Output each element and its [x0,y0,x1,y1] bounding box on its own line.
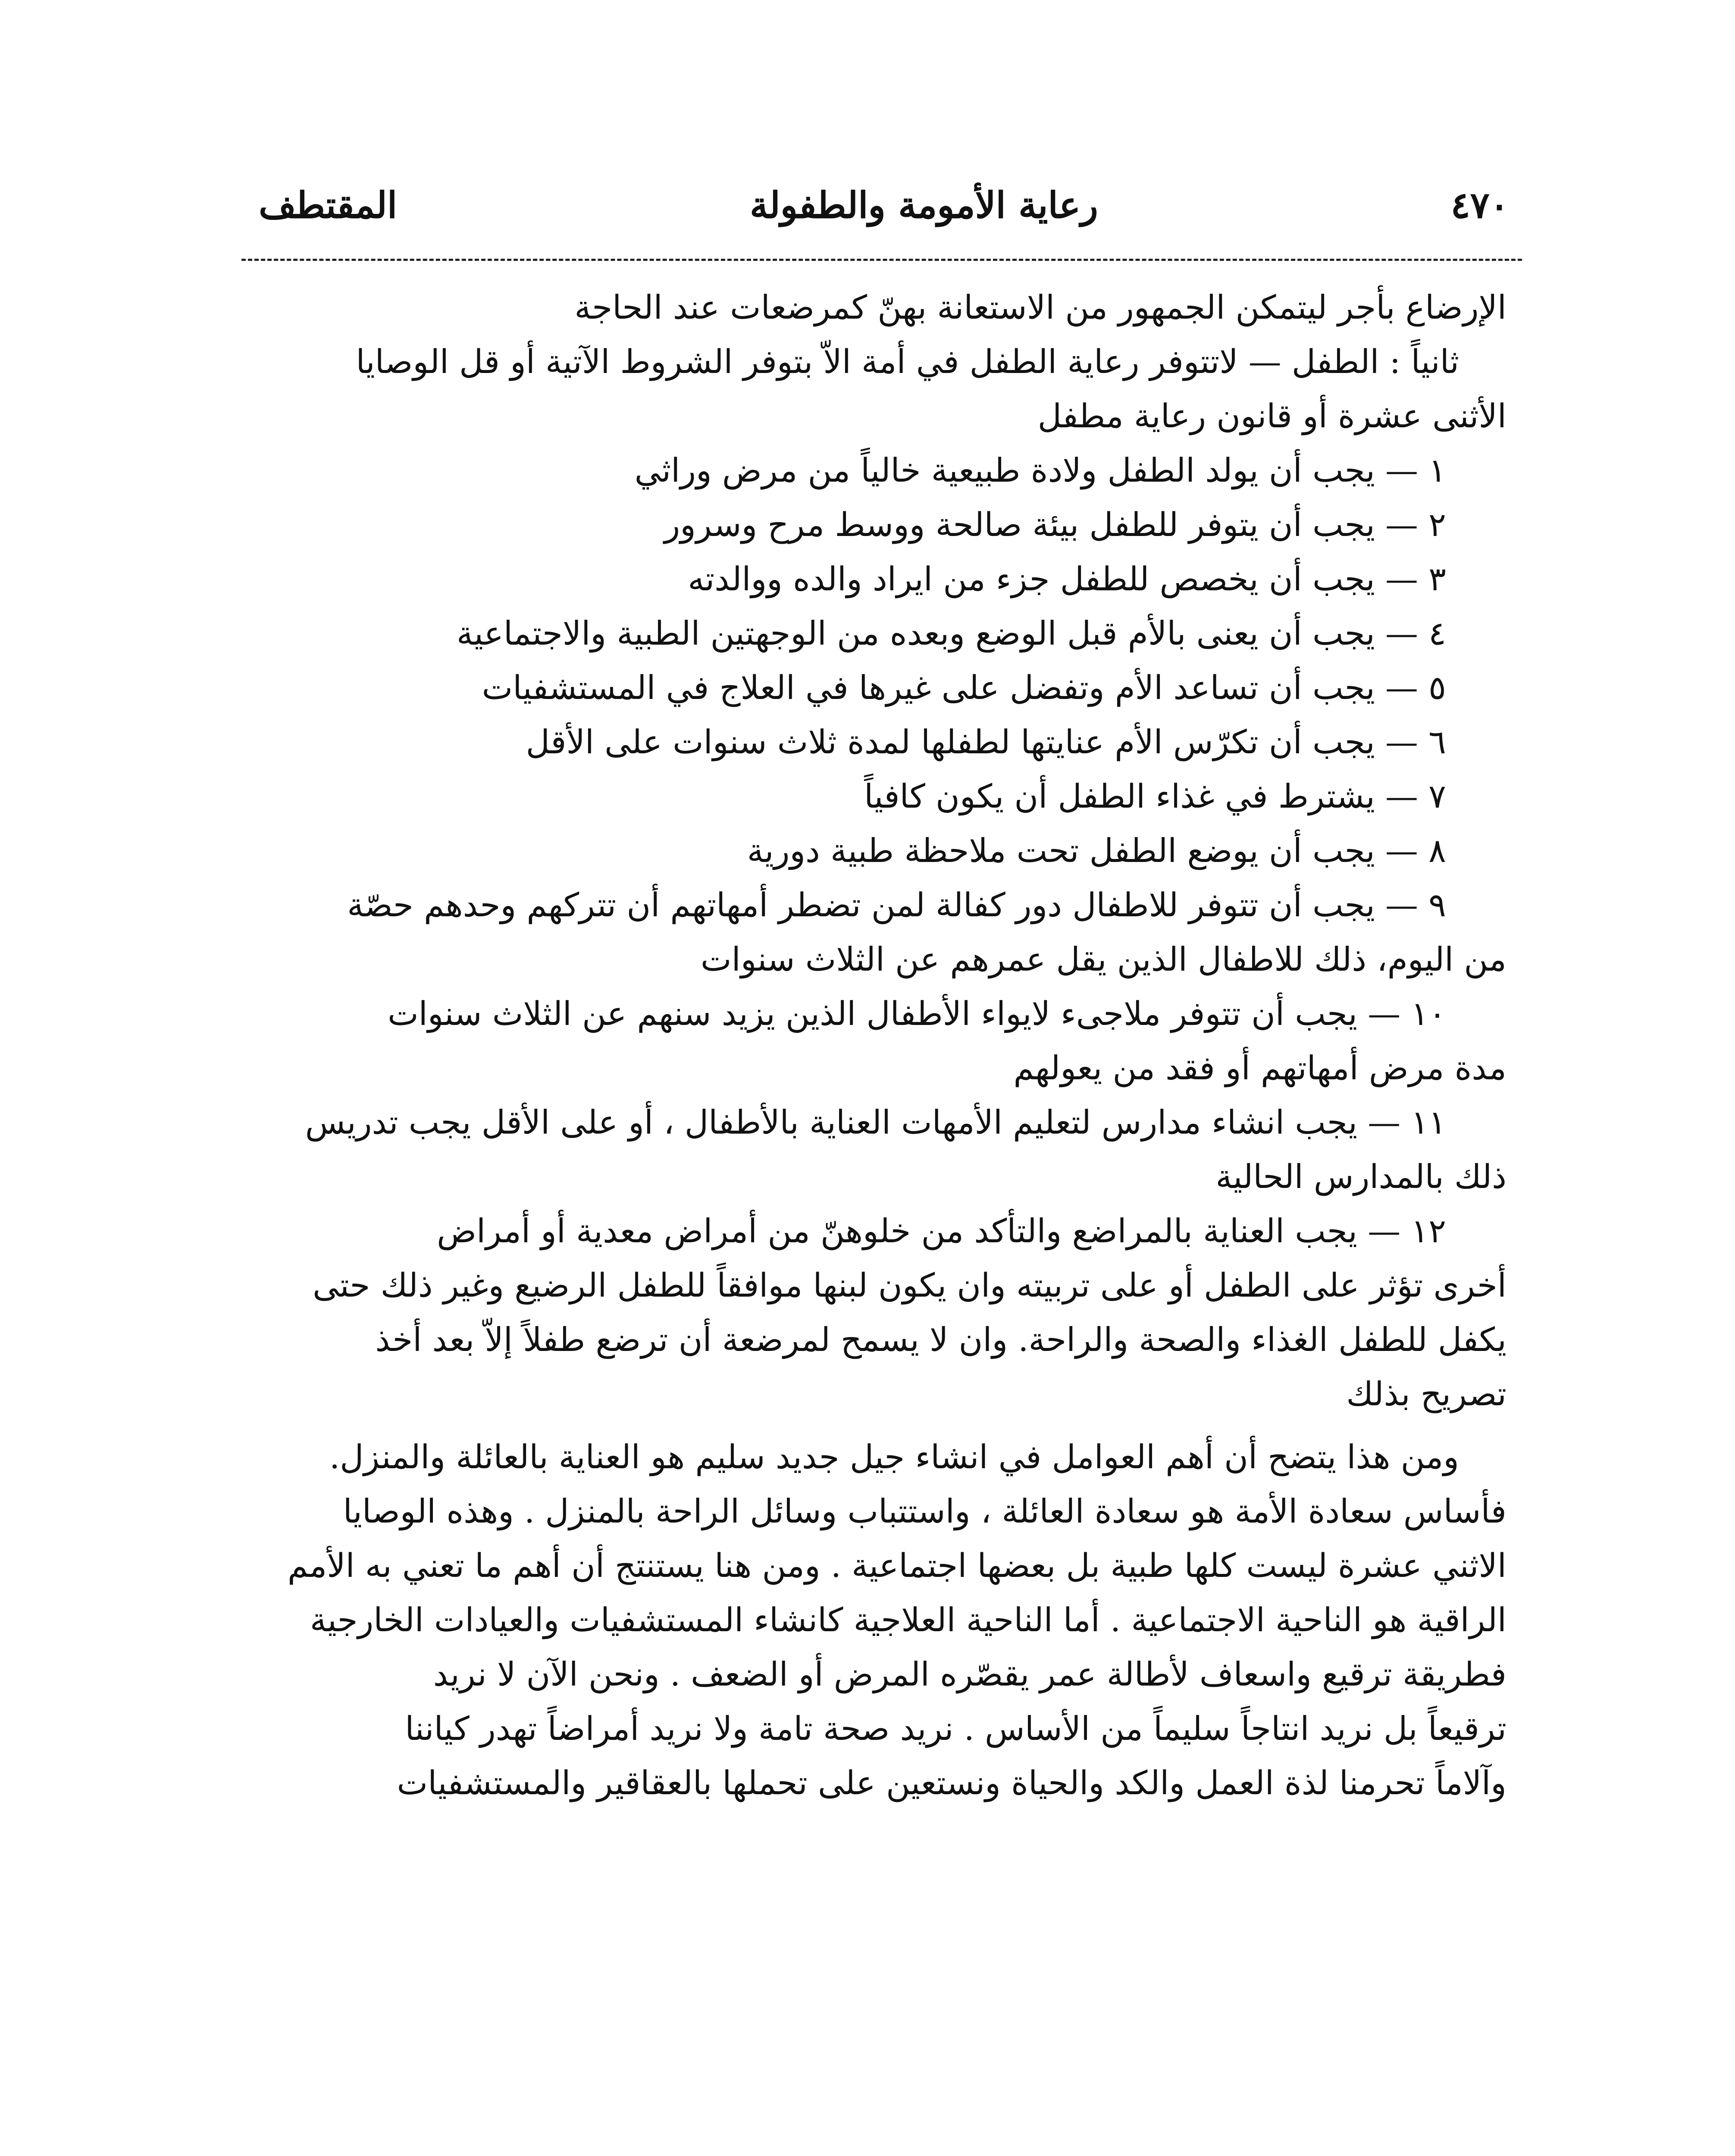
text-line: وآلاماً تحرمنا لذة العمل والكد والحياة ونستعين على تحملها بالعقاقير والمستشفيات [397,1764,1506,1802]
text-line: ترقيعاً بل نريد انتاجاً سليماً من الأساس . نريد صحة تامة ولا نريد أمراضاً تهدر كياننا [405,1709,1506,1748]
text-line: فأساس سعادة الأمة هو سعادة العائلة ، واستتباب وسائل الراحة بالمنزل . وهذه الوصايا [343,1492,1506,1530]
list-item: ١١ — يجب انشاء مدارس لتعليم الأمهات العناية بالأطفال ، أو على الأقل يجب تدريس [305,1103,1446,1141]
list-item: ١٢ — يجب العناية بالمراضع والتأكد من خلوهنّ من أمراض معدية أو أمراض [437,1212,1446,1250]
text-line: مدة مرض أمهاتهم أو فقد من يعولهم [1013,1049,1506,1087]
text-line: الأثنى عشرة أو قانون رعاية مطفل [1037,397,1506,435]
list-item: ٤ — يجب أن يعنى بالأم قبل الوضع وبعده من الوجهتين الطبية والاجتماعية [456,614,1446,652]
text-line: الإرضاع بأجر ليتمكن الجمهور من الاستعانة بهنّ كمرضعات عند الحاجة [574,288,1506,326]
paragraph-spacer [191,1421,1506,1430]
text-line: من اليوم، ذلك للاطفال الذين يقل عمرهم عن الثلاث سنوات [701,940,1506,978]
text-line: فطريقة ترقيع واسعاف لأطالة عمر يقصّره المرض أو الضعف . ونحن الآن لا نريد [433,1655,1506,1693]
text-line: ثانياً : الطفل — لاتتوفر رعاية الطفل في أمة الاّ بتوفر الشروط الآتية أو قل الوصايا [356,342,1459,381]
list-item: ٢ — يجب أن يتوفر للطفل بيئة صالحة ووسط مرح وسرور [664,505,1446,544]
text-line: ذلك بالمدارس الحالية [1215,1157,1506,1196]
text-line: الاثني عشرة ليست كلها طبية بل بعضها اجتماعية . ومن هنا يستنتج أن أهم ما تعني به الأمم [287,1546,1506,1585]
page-header [259,175,1509,235]
text-line: الراقية هو الناحية الاجتماعية . أما الناحية العلاجية كانشاء المستشفيات والعيادات الخارجية [310,1601,1506,1639]
list-item: ١ — يجب أن يولد الطفل ولادة طبيعية خالياً من مرض وراثي [634,451,1446,489]
text-line: تصريح بذلك [1346,1375,1506,1413]
list-item: ٨ — يجب أن يوضع الطفل تحت ملاحظة طبية دورية [747,831,1446,870]
text-line: ومن هذا يتضح أن أهم العوامل في انشاء جيل جديد سليم هو العناية بالعائلة والمنزل. [329,1438,1459,1476]
list-item: ٦ — يجب أن تكرّس الأم عنايتها لطفلها لمدة ثلاث سنوات على الأقل [526,723,1446,761]
running-title: رعاية الأمومة والطفولة [750,183,1098,226]
header-rule [241,259,1522,261]
list-item: ١٠ — يجب أن تتوفر ملاجىء لايواء الأطفال الذين يزيد سنهم عن الثلاث سنوات [388,994,1446,1033]
list-item: ٧ — يشترط في غذاء الطفل أن يكون كافياً [864,777,1446,815]
text-line: أخرى تؤثر على الطفل أو على تربيته وان يكون لبنها موافقاً للطفل الرضيع وغير ذلك حتى [313,1266,1506,1304]
page-number: ٤٧٠ [1450,183,1509,226]
list-item: ٩ — يجب أن تتوفر للاطفال دور كفالة لمن تضطر أمهاتهم أن تتركهم وحدهم حصّة [347,886,1446,924]
journal-name: المقتطف [259,183,398,226]
list-item: ٣ — يجب أن يخصص للطفل جزء من ايراد والده ووالدته [688,560,1446,598]
text-line: يكفل للطفل الغذاء والصحة والراحة. وان لا يسمح لمرضعة أن ترضع طفلاً إلاّ بعد أخذ [375,1320,1506,1359]
body-text [191,280,1506,1810]
list-item: ٥ — يجب أن تساعد الأم وتفضل على غيرها في العلاج في المستشفيات [482,668,1446,707]
